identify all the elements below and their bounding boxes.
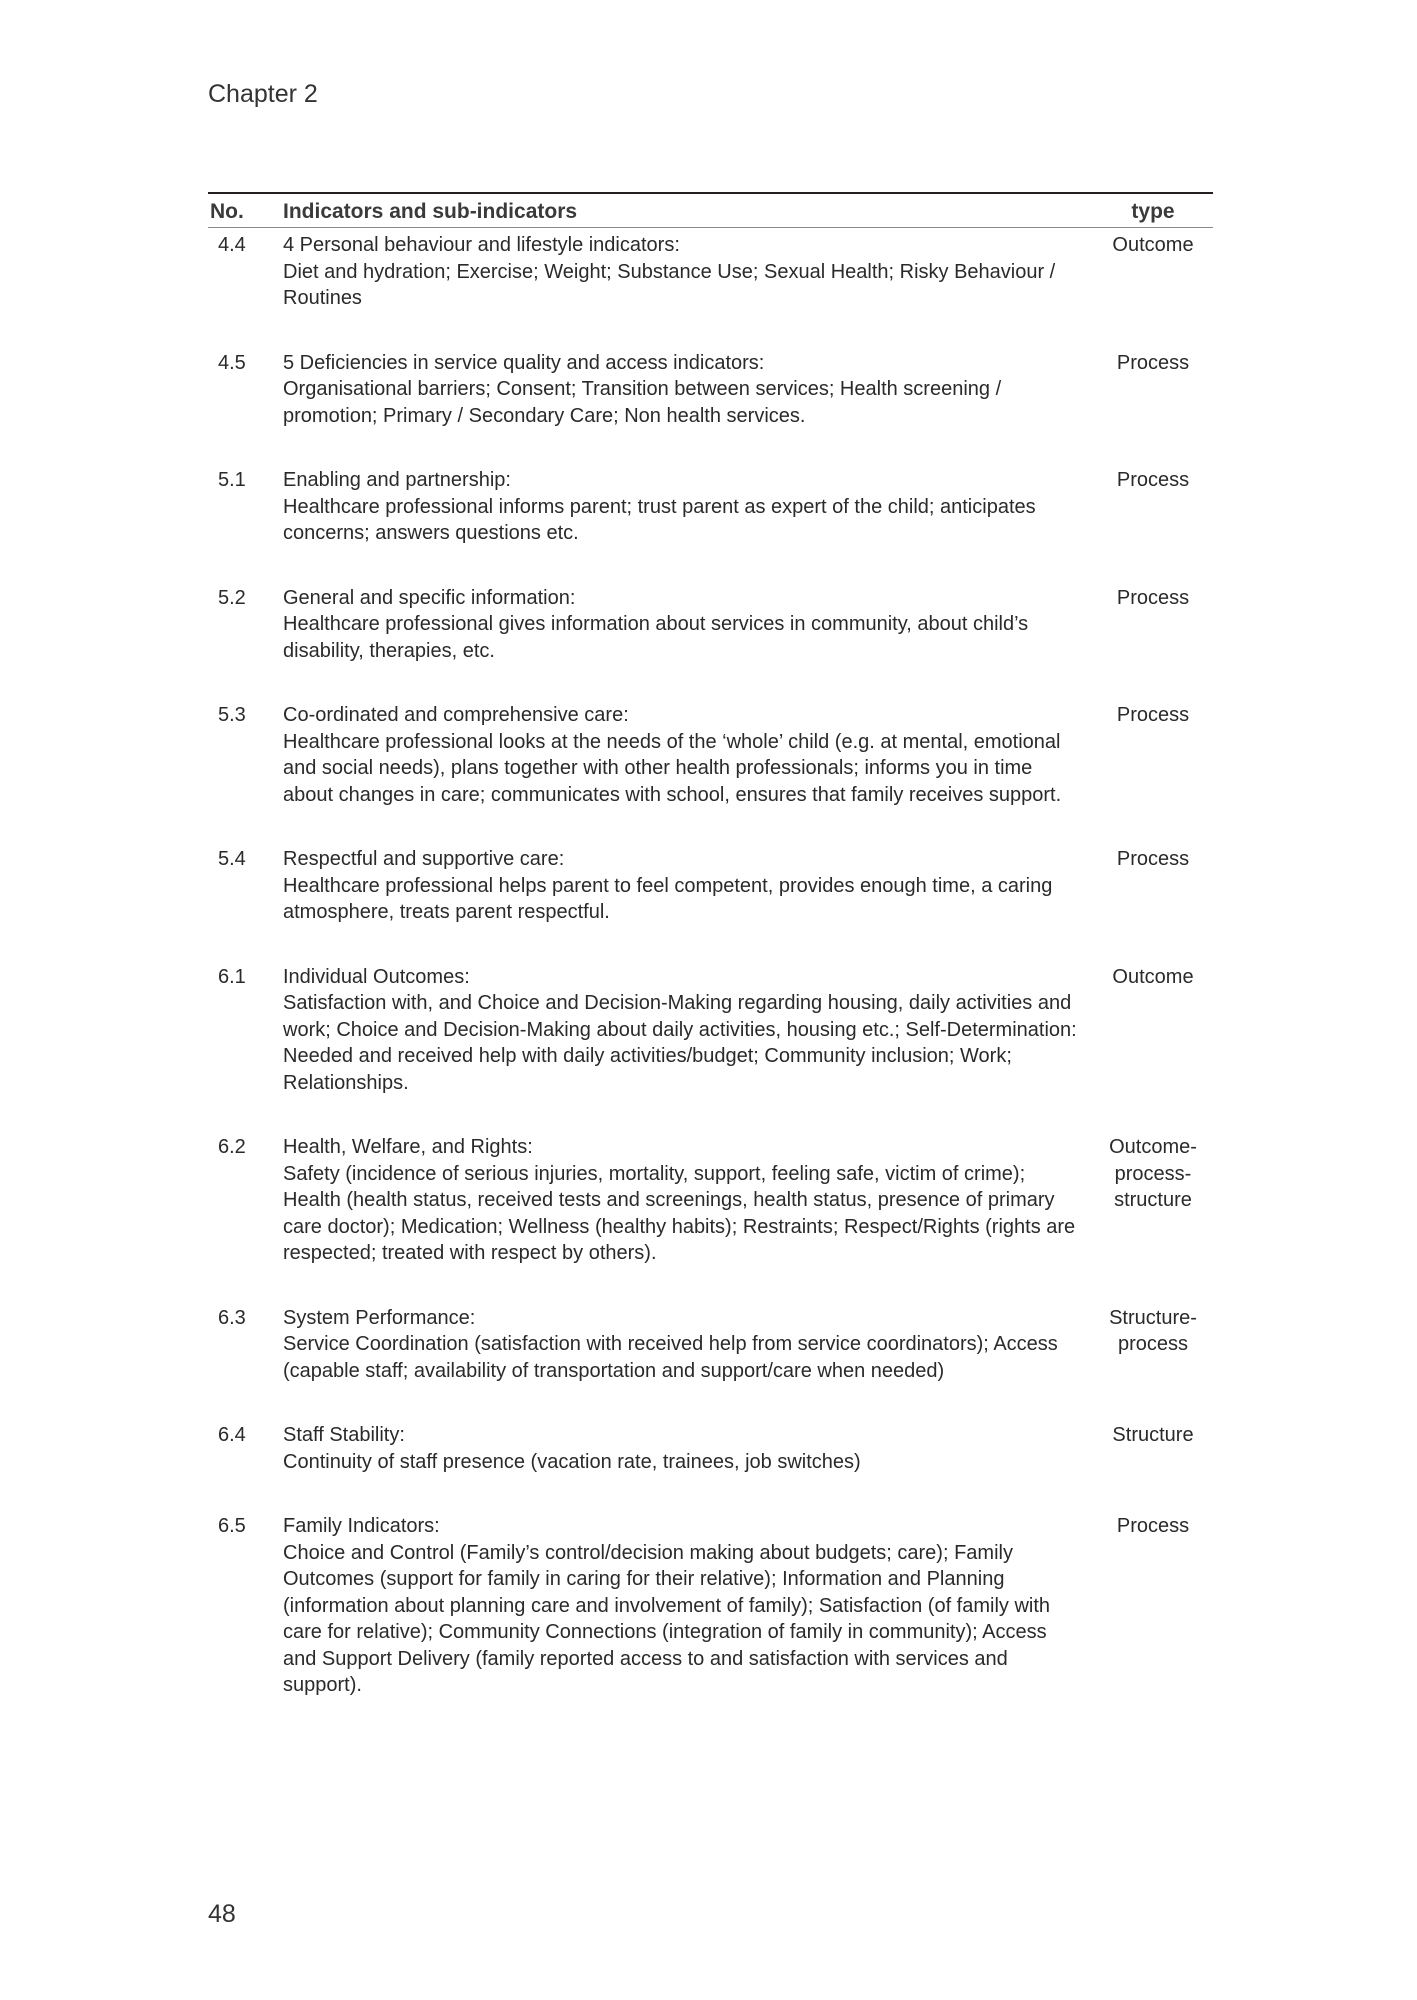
row-number: 5.3	[218, 704, 246, 726]
indicator-cell	[283, 581, 1093, 699]
indicator-description: Healthcare professional gives information about services in community, about child’s disability, therapies, etc.	[283, 613, 1029, 662]
table-row	[208, 228, 1213, 346]
table-header	[208, 193, 1213, 228]
indicator-type: Outcome-process-structure	[1109, 1136, 1197, 1211]
table-row	[208, 842, 1213, 960]
table-row	[208, 1301, 1213, 1419]
table-row	[208, 463, 1213, 581]
row-number: 5.4	[218, 848, 246, 870]
indicator-title: Family Indicators:	[283, 1515, 440, 1537]
indicator-description: Service Coordination (satisfaction with received help from service coordinators); Access (capable staff; availability of transportation and support/care when needed)	[283, 1333, 1058, 1382]
row-number: 5.1	[218, 469, 246, 491]
indicator-description: Organisational barriers; Consent; Transition between services; Health screening / promotion; Primary / Secondary Care; Non health services.	[283, 378, 1002, 427]
indicator-description: Healthcare professional helps parent to feel competent, provides enough time, a caring atmosphere, treats parent respectful.	[283, 874, 1053, 923]
table-row	[208, 1418, 1213, 1509]
indicator-type: Outcome	[1112, 965, 1194, 988]
indicator-title: System Performance:	[283, 1306, 476, 1329]
indicator-title: Staff Stability:	[283, 1424, 405, 1446]
indicator-description: Healthcare professional looks at the needs of the ‘whole’ child (e.g. at mental, emotional and social needs), plans together with other health professionals; informs you in time about changes in care; communicates with school, ensures that family receives support.	[283, 730, 1062, 806]
table-row	[208, 1509, 1213, 1733]
table-row	[208, 346, 1213, 464]
table-row	[208, 698, 1213, 842]
row-number: 6.1	[218, 965, 246, 988]
indicator-cell	[283, 1130, 1093, 1301]
indicator-title: General and specific information:	[283, 586, 576, 609]
row-number: 6.3	[218, 1306, 246, 1329]
indicator-type: Structure	[1112, 1424, 1194, 1446]
indicator-type: Process	[1116, 351, 1190, 374]
indicator-cell	[283, 960, 1093, 1131]
indicator-type: Process	[1116, 586, 1190, 609]
indicator-cell	[283, 346, 1093, 464]
page-number: 48	[208, 1900, 236, 1928]
indicator-type: Process	[1116, 848, 1190, 870]
table-row	[208, 1130, 1213, 1301]
row-number: 4.4	[218, 234, 246, 256]
row-number: 6.5	[218, 1515, 246, 1537]
table-body	[208, 228, 1213, 1733]
indicator-description: Healthcare professional informs parent; trust parent as expert of the child; anticipates concerns; answers questions etc.	[283, 495, 1036, 544]
table-row	[208, 960, 1213, 1131]
indicator-title: 4 Personal behaviour and lifestyle indicators:	[283, 234, 680, 256]
running-head: Chapter 2	[208, 80, 318, 108]
indicator-description: Choice and Control (Family’s control/decision making about budgets; care); Family Outcomes (support for family in caring for their relative); Information and Planning (information about planning care and involvement of family); Satisfaction (of family with care for relative); Community Connections (integration of family in community); Access and Support Delivery (family reported access to and satisfaction with services and support).	[283, 1541, 1051, 1696]
row-number: 5.2	[218, 586, 246, 609]
header-indicators: Indicators and sub-indicators	[283, 200, 578, 223]
indicator-cell	[283, 1418, 1093, 1509]
indicator-cell	[283, 1301, 1093, 1419]
indicator-title: Health, Welfare, and Rights:	[283, 1136, 533, 1158]
table-row	[208, 581, 1213, 699]
indicator-cell	[283, 1509, 1093, 1733]
row-number: 6.2	[218, 1136, 246, 1158]
indicator-description: Safety (incidence of serious injuries, mortality, support, feeling safe, victim of crime); Health (health status, received tests and screenings, health status, presence of primary care doctor); Medication; Wellness (healthy habits); Restraints; Respect/Rights (rights are respected; treated with respect by others).	[283, 1162, 1076, 1264]
indicator-title: Co-ordinated and comprehensive care:	[283, 704, 629, 726]
row-number: 4.5	[218, 351, 246, 374]
indicator-title: Respectful and supportive care:	[283, 848, 565, 870]
indicator-cell	[283, 228, 1093, 346]
indicator-type: Process	[1116, 704, 1190, 726]
indicators-table-container	[208, 192, 1213, 1733]
indicators-table	[208, 192, 1213, 1733]
indicator-description: Continuity of staff presence (vacation rate, trainees, job switches)	[283, 1450, 861, 1473]
header-row	[208, 193, 1213, 228]
indicator-title: 5 Deficiencies in service quality and access indicators:	[283, 351, 765, 374]
indicator-title: Enabling and partnership:	[283, 469, 511, 491]
indicator-cell	[283, 463, 1093, 581]
indicator-description: Diet and hydration; Exercise; Weight; Substance Use; Sexual Health; Risky Behaviour / Routines	[283, 260, 1056, 309]
indicator-type: Process	[1116, 469, 1190, 491]
indicator-type: Structure-process	[1109, 1306, 1197, 1355]
indicator-title: Individual Outcomes:	[283, 965, 470, 988]
header-no: No.	[210, 200, 244, 223]
header-type: type	[1131, 200, 1175, 223]
indicator-cell	[283, 842, 1093, 960]
indicator-cell	[283, 698, 1093, 842]
row-number: 6.4	[218, 1424, 246, 1446]
indicator-type: Process	[1116, 1515, 1190, 1537]
indicator-type: Outcome	[1112, 234, 1194, 256]
indicator-description: Satisfaction with, and Choice and Decision-Making regarding housing, daily activities and work; Choice and Decision-Making about daily activities, housing etc.; Self-Determination: Needed and received help with daily activities/budget; Community inclusion; Work; Relationships.	[283, 992, 1077, 1094]
